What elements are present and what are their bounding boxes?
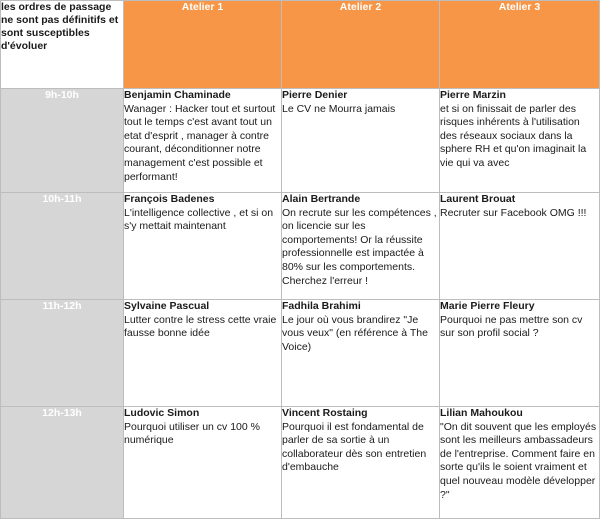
time-slot: 11h-12h bbox=[1, 300, 124, 407]
session-cell bbox=[124, 407, 282, 519]
speaker-name: Lilian Mahoukou bbox=[440, 407, 523, 419]
table-row bbox=[1, 89, 600, 193]
atelier-2-header: Atelier 2 bbox=[282, 1, 440, 89]
talk-title: On recrute sur les compétences , on licencie sur les comportements! Or la réussite professionnelle est impactée à 80% sur les comportements. Cherchez l'erreur ! bbox=[282, 206, 437, 287]
speaker-name: Sylvaine Pascual bbox=[124, 300, 210, 312]
session-cell bbox=[282, 89, 440, 193]
speaker-name: Benjamin Chaminade bbox=[124, 89, 231, 101]
time-slot: 12h-13h bbox=[1, 407, 124, 519]
speaker-name: Pierre Denier bbox=[282, 89, 348, 101]
speaker-name: Laurent Brouat bbox=[440, 193, 516, 205]
speaker-name: Vincent Rostaing bbox=[282, 407, 368, 419]
talk-title: "On dit souvent que les employés sont les meilleurs ambassadeurs de l'entreprise. Comment faire en sorte qu'ils le soient vraiment et quel nouveau modèle développer ?" bbox=[440, 420, 597, 501]
talk-title: Lutter contre le stress cette vraie fausse bonne idée bbox=[124, 313, 277, 340]
talk-title: Pourquoi utiliser un cv 100 % numérique bbox=[124, 420, 260, 447]
table-row bbox=[1, 300, 600, 407]
session-cell bbox=[124, 193, 282, 300]
time-slot: 10h-11h bbox=[1, 193, 124, 300]
session-cell bbox=[440, 407, 600, 519]
table-row bbox=[1, 407, 600, 519]
session-cell bbox=[440, 89, 600, 193]
speaker-name: Marie Pierre Fleury bbox=[440, 300, 535, 312]
session-cell bbox=[440, 193, 600, 300]
speaker-name: Fadhila Brahimi bbox=[282, 300, 361, 312]
atelier-1-header: Atelier 1 bbox=[124, 1, 282, 89]
atelier-3-header: Atelier 3 bbox=[440, 1, 600, 89]
session-cell bbox=[282, 407, 440, 519]
schedule-note: les ordres de passage ne sont pas définitifs et sont susceptibles d'évoluer bbox=[1, 1, 124, 89]
talk-title: Recruter sur Facebook OMG !!! bbox=[440, 206, 587, 219]
session-cell bbox=[124, 300, 282, 407]
talk-title: L'intelligence collective , et si on s'y mettait maintenant bbox=[124, 206, 274, 233]
session-cell bbox=[282, 300, 440, 407]
time-slot: 9h-10h bbox=[1, 89, 124, 193]
speaker-name: Pierre Marzin bbox=[440, 89, 506, 101]
talk-title: Le CV ne Mourra jamais bbox=[282, 102, 396, 115]
talk-title: Pourquoi il est fondamental de parler de sa sortie à un collaborateur dès son entretien d'embauche bbox=[282, 420, 427, 474]
talk-title: Pourquoi ne pas mettre son cv sur son profil social ? bbox=[440, 313, 583, 340]
speaker-name: Ludovic Simon bbox=[124, 407, 200, 419]
talk-title: Wanager : Hacker tout et surtout tout le temps c'est avant tout un etat d'esprit , manager à contre courant, déconditionner notre management c'est possible et performant! bbox=[124, 102, 276, 183]
talk-title: et si on finissait de parler des risques inhérents à l'utilisation des réseaux sociaux dans la sphere RH et qu'on imaginait la vie qui va avec bbox=[440, 102, 587, 169]
session-cell bbox=[440, 300, 600, 407]
header-row bbox=[1, 1, 600, 89]
speaker-name: François Badenes bbox=[124, 193, 215, 205]
session-cell bbox=[124, 89, 282, 193]
table-row bbox=[1, 193, 600, 300]
talk-title: Le jour où vous brandirez "Je vous veux" (en référence à The Voice) bbox=[282, 313, 428, 353]
speaker-name: Alain Bertrande bbox=[282, 193, 361, 205]
session-cell bbox=[282, 193, 440, 300]
